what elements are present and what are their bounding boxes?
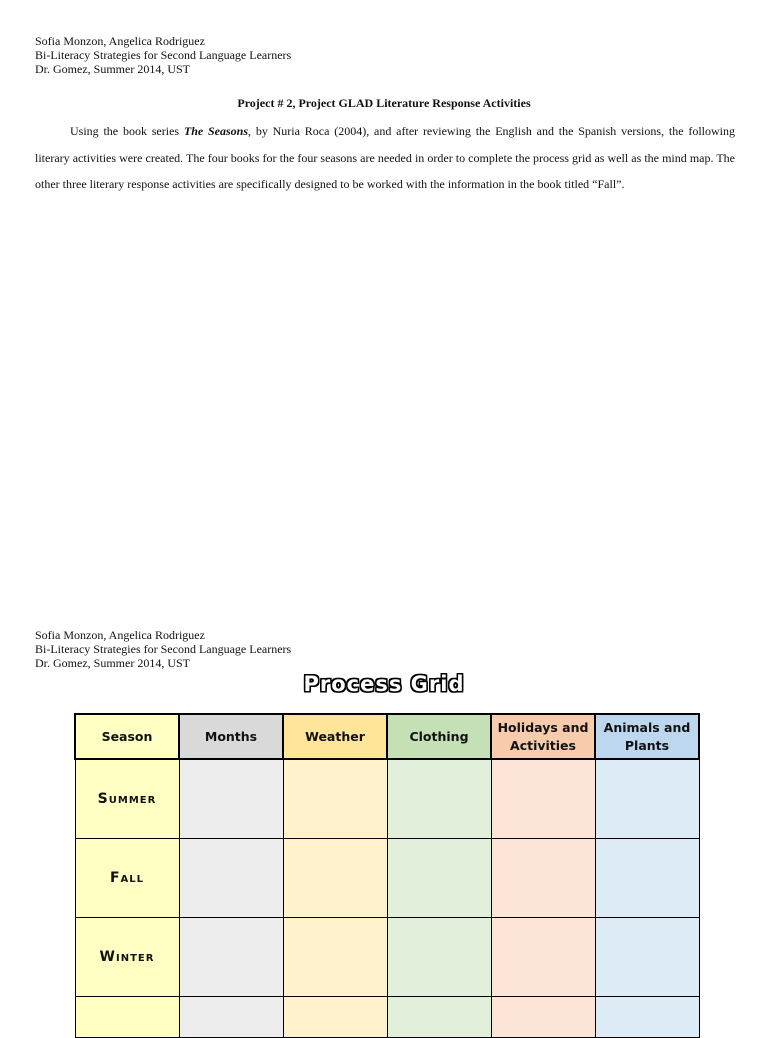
column-header-holidays-activities: Holidays and Activities [491,714,595,759]
season-cell: Winter [75,918,179,997]
authors-line: Sofia Monzon, Angelica Rodriguez [35,34,205,48]
book-title: The Seasons [183,124,249,138]
grid-cell [179,759,283,839]
column-header-clothing: Clothing [387,714,491,759]
grid-cell [387,918,491,997]
grid-cell [595,839,699,918]
page-header-2 [35,628,291,670]
course-line: Bi-Literacy Strategies for Second Language Learners [35,48,292,62]
grid-row-fall [75,839,699,918]
grid-cell [387,839,491,918]
column-header-months: Months [179,714,283,759]
grid-cell [179,918,283,997]
season-cell: Summer [75,759,179,839]
grid-cell [491,918,595,997]
grid-cell [387,759,491,839]
grid-cell [595,997,699,1038]
grid-cell [595,918,699,997]
grid-cell [387,997,491,1038]
process-grid-title: Process Grid [303,672,465,696]
grid-header-row [75,714,699,759]
course-line: Bi-Literacy Strategies for Second Language Learners [35,642,292,656]
season-cell [75,997,179,1038]
instructor-line: Dr. Gomez, Summer 2014, UST [35,62,190,76]
grid-cell [179,997,283,1038]
grid-cell [283,918,387,997]
column-header-animals-plants: Animals and Plants [595,714,699,759]
grid-row-cutoff [75,997,699,1038]
grid-cell [595,759,699,839]
grid-cell [491,997,595,1038]
grid-cell [283,839,387,918]
grid-cell [283,997,387,1038]
intro-text-start: Using the book series [70,124,184,138]
column-header-weather: Weather [283,714,387,759]
grid-row-summer [75,759,699,839]
grid-cell [491,839,595,918]
grid-cell [283,759,387,839]
instructor-line: Dr. Gomez, Summer 2014, UST [35,656,190,670]
authors-line: Sofia Monzon, Angelica Rodriguez [35,628,205,642]
grid-row-winter [75,918,699,997]
column-header-season: Season [75,714,179,759]
process-grid-table [74,713,700,1038]
intro-text-rest: , by Nuria Roca (2004), and after reviewing the English and the Spanish versions, the following literary activities were created. The four books for the four seasons are needed in order to complete the process grid as well as the mind map. The other three literary response activities are specifically designed to be worked with the information in the book titled “Fall”. [35,124,735,191]
grid-cell [179,839,283,918]
project-title: Project # 2, Project GLAD Literature Response Activities [237,96,531,110]
page-header [35,34,291,76]
intro-paragraph [35,118,735,198]
season-cell: Fall [75,839,179,918]
grid-cell [491,759,595,839]
